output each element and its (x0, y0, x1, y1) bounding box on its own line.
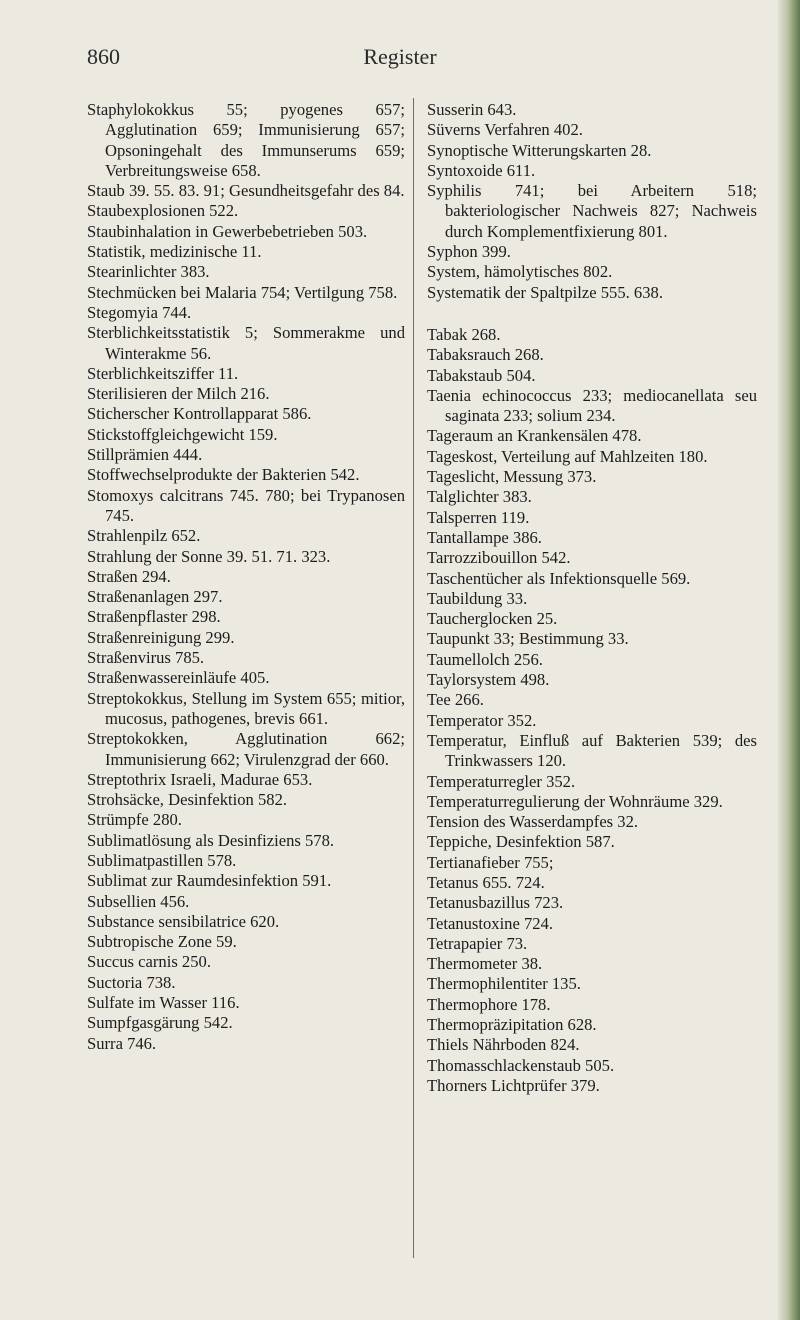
index-entry: Tabakstaub 504. (427, 365, 536, 385)
index-entry: Sulfate im Wasser 116. (87, 993, 240, 1013)
index-entry: Strümpfe 280. (87, 810, 182, 830)
index-entry: Tetanusbazillus 723. (427, 893, 564, 913)
page-edge-shadow (778, 0, 800, 1320)
index-entry: Tantallampe 386. (427, 527, 542, 547)
index-entry: Stillprämien 444. (87, 445, 203, 465)
index-entry: Straßenreinigung 299. (87, 627, 235, 647)
index-entry: Stoffwechselprodukte der Bakterien 542. (87, 465, 360, 485)
index-entry: Taschentücher als Infektionsquelle 569. (427, 568, 691, 588)
index-entry: Taucherglocken 25. (427, 609, 558, 629)
index-entry: Sterilisieren der Milch 216. (87, 384, 270, 404)
index-entry: Systematik der Spaltpilze 555. 638. (427, 282, 663, 302)
index-entry: Streptothrix Israeli, Madurae 653. (87, 769, 313, 789)
index-entry: Tee 266. (427, 690, 484, 710)
index-entry: Taumellolch 256. (427, 649, 543, 669)
index-column-left (87, 100, 405, 1054)
index-entry: Taubildung 33. (427, 588, 528, 608)
index-entry: Thermophore 178. (427, 994, 551, 1014)
index-entry: Substance sensibilatrice 620. (87, 911, 280, 931)
index-entry: Stearinlichter 383. (87, 262, 210, 282)
index-entry: Staubinhalation in Gewerbebetrieben 503. (87, 221, 368, 241)
index-entry: Statistik, medizinische 11. (87, 242, 262, 262)
index-entry: Stickstoffgleichgewicht 159. (87, 424, 278, 444)
index-entry: Tetanus 655. 724. (427, 872, 545, 892)
column-divider (413, 98, 414, 1258)
index-entry: Süverns Verfahren 402. (427, 120, 583, 140)
index-entry: Stomoxys calcitrans 745. 780; bei Trypanosen 745. (87, 485, 405, 525)
index-entry: Subsellien 456. (87, 891, 190, 911)
index-entry: Temperatur, Einfluß auf Bakterien 539; des Trinkwassers 120. (427, 730, 757, 771)
index-entry: Stechmücken bei Malaria 754; Vertilgung 758. (87, 282, 398, 302)
index-entry: Teppiche, Desinfektion 587. (427, 832, 615, 852)
index-entry: Sublimatlösung als Desinfiziens 578. (87, 830, 335, 850)
index-entry: Temperaturregler 352. (427, 771, 576, 791)
index-entry: Straßen 294. (87, 566, 171, 586)
index-entry: Talglichter 383. (427, 487, 532, 507)
index-entry: Streptokokken, Agglutination 662; Immunisierung 662; Virulenzgrad der 660. (87, 729, 405, 769)
index-entry: Subtropische Zone 59. (87, 932, 237, 952)
index-entry: Tetrapapier 73. (427, 933, 528, 953)
index-entry: Staphylokokkus 55; pyogenes 657; Agglutination 659; Immunisierung 657; Opsoningehalt des Immunserums 659; Verbreitungsweise 658. (87, 100, 405, 180)
index-entry: Streptokokkus, Stellung im System 655; mitior, mucosus, pathogenes, brevis 661. (87, 688, 405, 728)
index-entry: Temperaturregulierung der Wohnräume 329. (427, 791, 723, 811)
index-entry: Tension des Wasserdampfes 32. (427, 812, 639, 832)
index-entry: Strahlenpilz 652. (87, 526, 201, 546)
index-entry: Straßenanlagen 297. (87, 587, 223, 607)
letter-section-gap (427, 303, 757, 325)
index-entry: Tabak 268. (427, 324, 501, 344)
index-entry: Syphilis 741; bei Arbeitern 518; bakteriologischer Nachweis 827; Nachweis durch Komplementfixierung 801. (427, 181, 757, 241)
index-entry: Surra 746. (87, 1033, 157, 1053)
index-entry: Straßenwassereinläufe 405. (87, 668, 270, 688)
index-entry: Straßenvirus 785. (87, 648, 205, 668)
index-entry: Succus carnis 250. (87, 952, 211, 972)
running-head: Register (363, 44, 437, 69)
index-entry: Thiels Nährboden 824. (427, 1035, 580, 1055)
index-entry: Tertianafieber 755; (427, 852, 554, 872)
index-entry: Sticherscher Kontrollapparat 586. (87, 404, 312, 424)
index-entry: Sublimat zur Raumdesinfektion 591. (87, 871, 332, 891)
index-entry: System, hämolytisches 802. (427, 262, 613, 282)
index-entry: Thorners Lichtprüfer 379. (427, 1075, 600, 1095)
index-entry: Strohsäcke, Desinfektion 582. (87, 790, 288, 810)
index-entry: Thermopräzipitation 628. (427, 1015, 597, 1035)
index-entry: Synoptische Witterungskarten 28. (427, 140, 652, 160)
index-entry: Talsperren 119. (427, 507, 530, 527)
index-entry: Strahlung der Sonne 39. 51. 71. 323. (87, 546, 331, 566)
index-entry: Thermophilentiter 135. (427, 974, 581, 994)
index-entry: Staubexplosionen 522. (87, 201, 239, 221)
index-entry: Staub 39. 55. 83. 91; Gesundheitsgefahr des 84. (87, 181, 405, 201)
index-entry: Thermometer 38. (427, 954, 543, 974)
index-entry: Tabaksrauch 268. (427, 345, 544, 365)
index-entry: Tageskost, Verteilung auf Mahlzeiten 180. (427, 446, 708, 466)
index-column-right (427, 100, 757, 1096)
index-entry: Taupunkt 33; Bestimmung 33. (427, 629, 629, 649)
index-entry: Tetanustoxine 724. (427, 913, 554, 933)
index-entry: Syntoxoide 611. (427, 160, 536, 180)
index-entry: Stegomyia 744. (87, 302, 192, 322)
index-entry: Suctoria 738. (87, 972, 176, 992)
index-entry: Tarrozzibouillon 542. (427, 548, 571, 568)
index-entry: Taylorsystem 498. (427, 670, 550, 690)
page-number: 860 (87, 44, 120, 69)
index-entry: Tageslicht, Messung 373. (427, 467, 597, 487)
index-entry: Sterblichkeitsziffer 11. (87, 363, 239, 383)
index-entry: Temperator 352. (427, 710, 537, 730)
index-entry: Thomasschlackenstaub 505. (427, 1055, 615, 1075)
index-entry: Tageraum an Krankensälen 478. (427, 426, 642, 446)
index-entry: Susserin 643. (427, 100, 517, 119)
index-entry: Straßenpflaster 298. (87, 607, 221, 627)
index-entry: Sterblichkeitsstatistik 5; Sommerakme und Winterakme 56. (87, 323, 405, 363)
index-entry: Syphon 399. (427, 242, 511, 262)
index-entry: Sumpfgasgärung 542. (87, 1013, 233, 1033)
index-entry: Taenia echinococcus 233; mediocanellata seu saginata 233; solium 234. (427, 385, 757, 426)
index-entry: Sublimatpastillen 578. (87, 850, 237, 870)
